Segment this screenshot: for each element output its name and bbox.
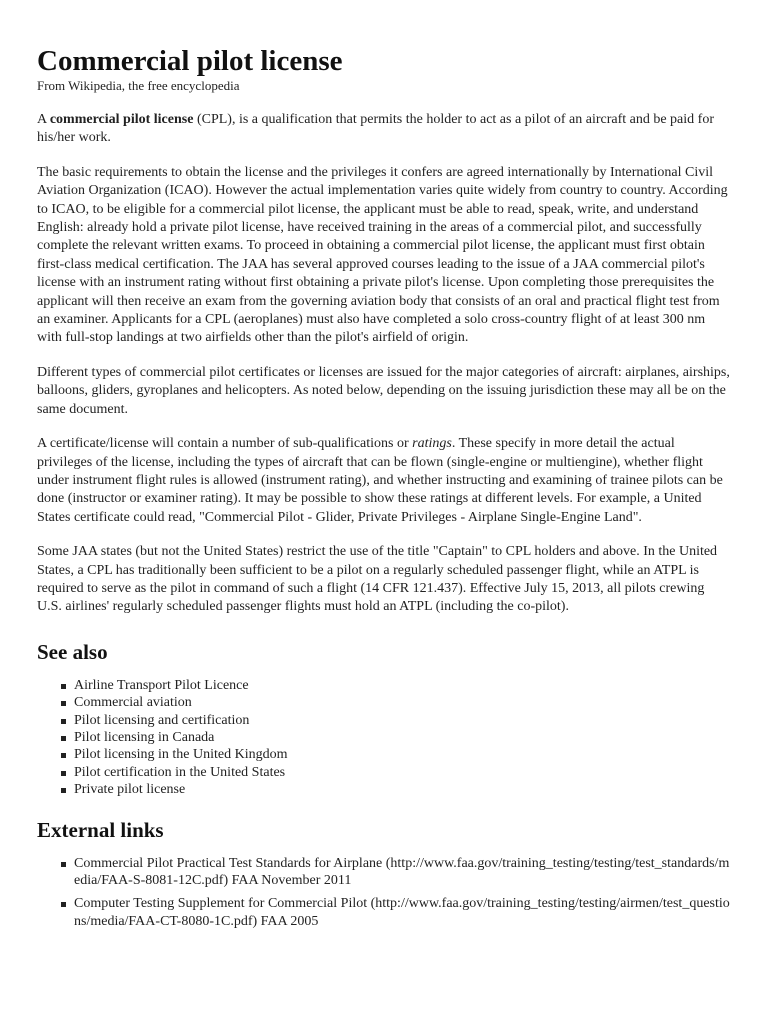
external-link-item[interactable]	[74, 895, 731, 930]
see-also-item[interactable]	[74, 781, 731, 798]
certificate-types-paragraph: Different types of commercial pilot certificates or licenses are issued for the major categories of aircraft: airplanes, airships, balloons, gliders, gyroplanes and helicopters. As noted below, depending on the issuing jurisdiction these may all be on the same document.	[37, 364, 730, 417]
square-bullet-icon	[61, 719, 66, 724]
see-also-item-label: Airline Transport Pilot Licence	[74, 677, 249, 693]
see-also-list	[37, 677, 731, 799]
intro-suffix: (CPL), is a qualification that permits the holder to act as a pilot of an aircraft and be paid for his/her work.	[37, 112, 714, 146]
external-links-list	[37, 855, 731, 931]
square-bullet-icon	[61, 736, 66, 741]
square-bullet-icon	[61, 701, 66, 706]
see-also-heading: See also	[37, 639, 108, 664]
square-bullet-icon	[61, 862, 66, 867]
see-also-item[interactable]	[74, 694, 731, 711]
ratings-prefix: A certificate/license will contain a number of sub-qualifications or	[37, 436, 413, 452]
external-links-heading: External links	[37, 817, 164, 842]
see-also-item[interactable]	[74, 677, 731, 694]
captain-title-paragraph: Some JAA states (but not the United States) restrict the use of the title "Captain" to CPL holders and above. In the United States, a CPL has traditionally been sufficient to be a pilot on a regularly scheduled passenger flight, while an ATPL is required to serve as the pilot in command of such a flight (14 CFR 121.437). Effective July 15, 2013, all pilots crewing U.S. airlines' regularly scheduled passenger flights must hold an ATPL (including the co-pilot).	[37, 544, 718, 615]
square-bullet-icon	[61, 684, 66, 689]
see-also-item-label: Private pilot license	[74, 782, 186, 798]
intro-paragraph	[37, 111, 731, 148]
see-also-item[interactable]	[74, 746, 731, 763]
square-bullet-icon	[61, 788, 66, 793]
see-also-item[interactable]	[74, 764, 731, 781]
see-also-item-label: Pilot certification in the United States	[74, 764, 286, 780]
external-link-item[interactable]	[74, 855, 731, 890]
intro-bold-term: commercial pilot license	[49, 112, 194, 127]
ratings-suffix: . These specify in more detail the actual privileges of the license, including the types of aircraft that can be flown (single-engine or multiengine), whether flight under instrument flight rules is allowed (instrument rating), and whether instructing and examining of trainee pilots can be done (instructor or examiner rating). It may be possible to show these ratings at different levels. For example, a United States certificate could read, "Commercial Pilot - Glider, Private Privileges - Airplane Single-Engine Land".	[37, 436, 723, 525]
external-link-label: Commercial Pilot Practical Test Standards for Airplane (http://www.faa.gov/training_testing/testing/test_standards/media/FAA-S-8081-12C.pdf) FAA November 2011	[74, 855, 730, 888]
square-bullet-icon	[61, 902, 66, 907]
square-bullet-icon	[61, 753, 66, 758]
square-bullet-icon	[61, 771, 66, 776]
see-also-item-label: Pilot licensing and certification	[74, 712, 250, 728]
ratings-italic-term: ratings	[412, 436, 452, 452]
see-also-item[interactable]	[74, 729, 731, 746]
intro-prefix: A	[37, 112, 50, 127]
requirements-paragraph: The basic requirements to obtain the license and the privileges it confers are agreed internationally by International Civil Aviation Organization (ICAO). However the actual implementation varies quite widely from country to country. According to ICAO, to be eligible for a commercial pilot license, the applicant must be able to read, speak, write, and understand English: already hold a private pilot license, have received training in the areas of a commercial pilot, and successfully complete the relevant written exams. To proceed in obtaining a commercial pilot license, the applicant must first obtain first-class medical certification. The JAA has several approved courses leading to the issue of a JAA commercial pilot's license with an instrument rating without first obtaining a private pilot's license. Upon completing those prerequisites the applicant will then receive an exam from the governing aviation body that consists of an oral and practical flight test from an examiner. Applicants for a CPL (aeroplanes) must also have completed a solo cross-country flight of at least 300 nm with full-stop landings at two airfields other than the pilot's airfield of origin.	[37, 164, 728, 346]
see-also-item-label: Commercial aviation	[74, 695, 192, 711]
see-also-item-label: Pilot licensing in Canada	[74, 729, 215, 745]
see-also-item[interactable]	[74, 712, 731, 729]
external-link-label: Computer Testing Supplement for Commercial Pilot (http://www.faa.gov/training_testing/testing/airmen/test_questions/media/FAA-CT-8080-1C.pdf) FAA 2005	[74, 896, 730, 929]
ratings-paragraph	[37, 435, 731, 527]
site-tagline: From Wikipedia, the free encyclopedia	[37, 78, 240, 93]
see-also-item-label: Pilot licensing in the United Kingdom	[74, 747, 288, 763]
page-title: Commercial pilot license	[37, 45, 343, 77]
